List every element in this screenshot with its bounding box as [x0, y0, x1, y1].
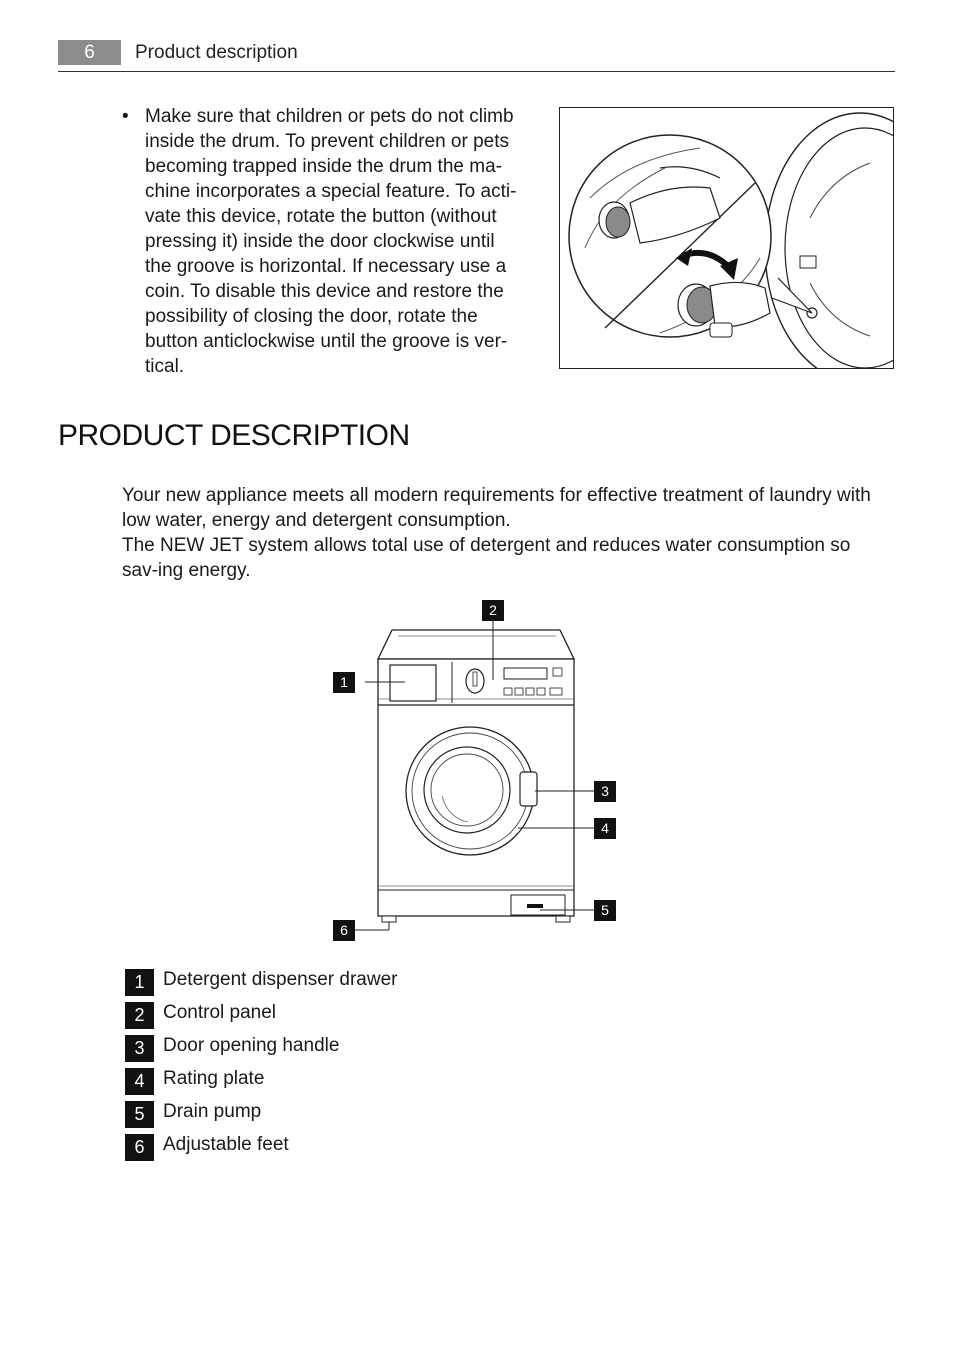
legend-number: 5: [125, 1101, 154, 1128]
legend-label: Detergent dispenser drawer: [163, 969, 398, 990]
running-header-title: Product description: [135, 42, 298, 63]
door-child-lock-illustration: [559, 107, 894, 369]
callout-6: 6: [333, 920, 355, 941]
washing-machine-illustration: [330, 596, 620, 942]
legend-label: Rating plate: [163, 1068, 265, 1089]
child-safety-text: Make sure that children or pets do not climb inside the drum. To prevent children or pets becoming trapped inside the drum the ma-chine incorporates a special feature. To acti-vate this device, rotate the button (without pressing it) inside the door clockwise until the groove is horizontal. If necessary use a coin. To disable this device and restore the possibility of closing the door, rotate the button anticlockwise until the groove is ver-tical.: [145, 106, 517, 377]
intro-paragraph-2: The NEW JET system allows total use of detergent and reduces water consumption so sav-ing energy.: [122, 535, 851, 581]
callout-3: 3: [594, 781, 616, 802]
legend-number: 6: [125, 1134, 154, 1161]
legend-label: Drain pump: [163, 1101, 262, 1122]
callout-4: 4: [594, 818, 616, 839]
bullet-point: •: [122, 106, 129, 127]
legend-number: 3: [125, 1035, 154, 1062]
callout-1: 1: [333, 672, 355, 693]
page-header: [58, 40, 895, 72]
callout-2: 2: [482, 600, 504, 621]
legend-number: 2: [125, 1002, 154, 1029]
legend-number: 1: [125, 969, 154, 996]
legend-number: 4: [125, 1068, 154, 1095]
door-lock-drawing: [560, 108, 894, 369]
intro-text: [122, 483, 890, 583]
legend-label: Control panel: [163, 1002, 277, 1023]
section-title: PRODUCT DESCRIPTION: [58, 419, 410, 452]
page-number: 6: [58, 40, 121, 65]
washing-machine-drawing: [330, 596, 620, 942]
intro-paragraph-1: Your new appliance meets all modern requirements for effective treatment of laundry with low water, energy and detergent consumption.: [122, 485, 871, 531]
callout-5: 5: [594, 900, 616, 921]
legend-label: Door opening handle: [163, 1035, 340, 1056]
legend-label: Adjustable feet: [163, 1134, 289, 1155]
